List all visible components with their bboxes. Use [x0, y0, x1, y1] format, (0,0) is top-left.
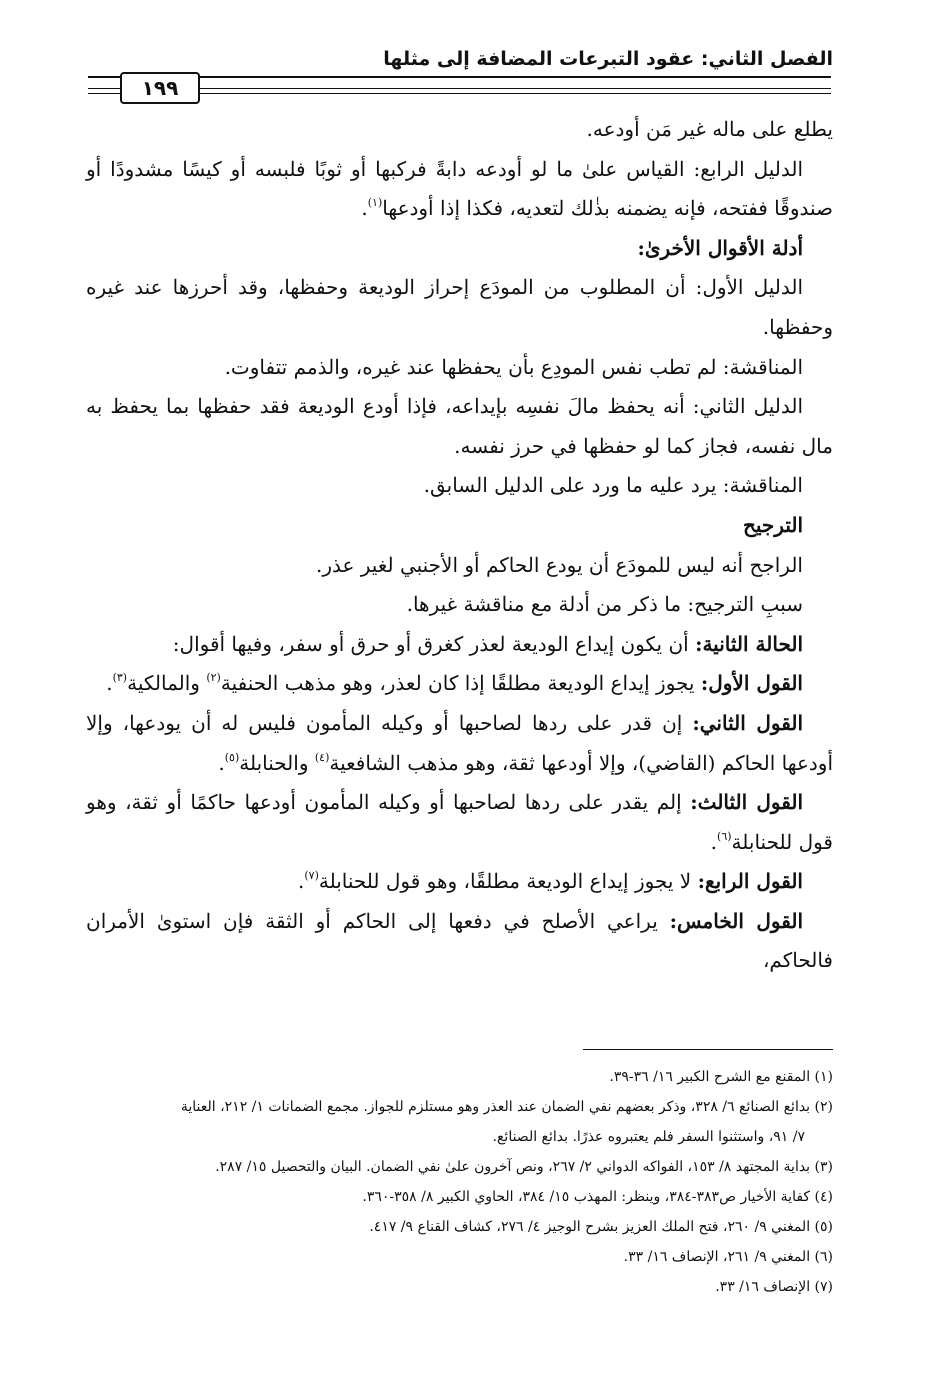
paragraph: المناقشة: لم تطب نفس المودِع بأن يحفظها عند غيره، والذمم تتفاوت.: [224, 354, 803, 379]
paragraph-text: والحنابلة: [239, 750, 309, 775]
paragraph-text: يراعي الأصلح في دفعها إلى الحاكم أو الثقة فإن استوىٰ الأمران فالحاكم،: [86, 908, 833, 973]
footnote: (٧) الإنصاف ١٦/ ٣٣.: [715, 1279, 833, 1295]
paragraph-text: أن يكون إيداع الوديعة لعذر كغرق أو حرق أو سفر، وفيها أقوال:: [172, 631, 689, 656]
opinion-label: القول الثالث:: [690, 790, 803, 815]
footnote-ref: (٤): [314, 750, 330, 764]
footnote-ref: (٦): [717, 829, 732, 843]
footnote: (٦) المغني ٩/ ٢٦١، الإنصاف ١٦/ ٣٣.: [623, 1249, 833, 1265]
footnote: (٢) بدائع الصنائع ٦/ ٣٢٨، وذكر بعضهم نفي الضمان عند العذر وهو مستلزم للجواز. مجمع الضمانات ١/ ٢١٢، العناية: [180, 1099, 833, 1115]
section-heading: الترجيح: [742, 512, 803, 537]
paragraph: المناقشة: يرد عليه ما ورد على الدليل السابق.: [423, 473, 803, 498]
opinion-label: القول الخامس:: [669, 908, 804, 933]
main-text: [86, 110, 833, 981]
paragraph: [86, 625, 833, 665]
section-heading: أدلة الأقوال الأخرىٰ:: [637, 235, 803, 260]
opinion-label: القول الأول:: [700, 671, 803, 696]
paragraph: [86, 902, 833, 981]
paragraph-text: والمالكية: [127, 671, 200, 696]
footnotes: [90, 1062, 833, 1302]
footnote: (٤) كفاية الأخيار ص٣٨٣-٣٨٤، وينظر: المهذب ١٥/ ٣٨٤، الحاوي الكبير ٨/ ٣٥٨-٣٦٠.: [362, 1189, 833, 1205]
paragraph-text: لا يجوز إيداع الوديعة مطلقًا، وهو قول للحنابلة: [318, 869, 692, 894]
paragraph-text: إن قدر على ردها لصاحبها أو وكيله المأمون فليس له أن يودعها، وإلا أودعها الحاكم (القاضي)، وإلا أودعها ثقة، وهو مذهب الشافعية: [86, 710, 833, 775]
paragraph: سببِ الترجيح: ما ذكر من أدلة مع مناقشة غيرها.: [406, 592, 803, 617]
footnote-ref: (٥): [224, 750, 240, 764]
paragraph: الدليل الرابع: القياس علىٰ ما لو أودعه دابةً فركبها أو ثوبًا فلبسه أو كيسًا مشدودًا أو صندوقًا ففتحه، فإنه يضمنه بذٰلك لتعديه، فكذا إذا أودعها$^{(١)}$.: [86, 156, 833, 221]
running-title: الفصل الثاني: عقود التبرعات المضافة إلى مثلها: [383, 48, 833, 70]
footnote-ref: (٧): [304, 869, 319, 883]
paragraph: الدليل الثاني: أنه يحفظ مالَ نفسِه بإيداعه، فإذا أودع الوديعة فقد حفظها بما يحفظ به مال نفسه، فجاز كما لو حفظها في حرز نفسه.: [86, 394, 833, 458]
footnote-ref: (٢): [206, 671, 221, 685]
paragraph-text: الدليل الرابع: القياس علىٰ ما لو أودعه دابةً فركبها أو ثوبًا فلبسه أو كيسًا مشدودًا أو صندوقًا ففتحه، فإنه يضمنه بذٰلك لتعديه، فكذا إذا أودعها: [86, 156, 833, 221]
footnote-ref: (١): [367, 196, 383, 210]
paragraph: القول الثاني: إن قدر على ردها لصاحبها أو وكيله المأمون فليس له أن يودعها، وإلا أودعها الحاكم (القاضي)، وإلا أودعها ثقة، وهو مذهب الشافعية$^{(٤)}$ والحنابلة$^{(٥)}$.: [86, 710, 833, 775]
opinion-label: القول الثاني:: [692, 710, 804, 735]
page-number: ١٩٩: [120, 72, 200, 104]
paragraph: القول الرابع: لا يجوز إيداع الوديعة مطلقًا، وهو قول للحنابلة$^{(٧)}$.: [297, 869, 803, 894]
footnote-ref: (٣): [112, 671, 128, 685]
paragraph: القول الثالث: إلم يقدر على ردها لصاحبها أو وكيله المأمون أودعها حاكمًا أو ثقة، وهو قول للحنابلة$^{(٦)}$.: [86, 790, 833, 854]
paragraph: القول الأول: يجوز إيداع الوديعة مطلقًا إذا كان لعذر، وهو مذهب الحنفية$^{(٢)}$ والمالكية$^{(٣)}$.: [106, 671, 803, 696]
opinion-label: القول الرابع:: [697, 869, 803, 894]
paragraph-text: إلم يقدر على ردها لصاحبها أو وكيله المأمون أودعها حاكمًا أو ثقة، وهو قول للحنابلة: [86, 790, 833, 854]
footnote-separator: [583, 1049, 833, 1050]
paragraph: الراجح أنه ليس للمودَع أن يودع الحاكم أو الأجنبي لغير عذر.: [315, 552, 803, 577]
footnote: (٣) بداية المجتهد ٨/ ١٥٣، الفواكه الدواني ٢/ ٢٦٧، ونص آخرون علىٰ نفي الضمان. البيان والتحصيل ١٥/ ٢٨٧.: [215, 1159, 833, 1175]
footnote-continuation: ٧/ ٩١، واستثنوا السفر فلم يعتبروه عذرًا. بدائع الصنائع.: [492, 1129, 805, 1145]
case-label: الحالة الثانية:: [695, 631, 803, 656]
paragraph-text: يجوز إيداع الوديعة مطلقًا إذا كان لعذر، وهو مذهب الحنفية: [220, 671, 695, 696]
footnote: (٥) المغني ٩/ ٢٦٠، فتح الملك العزيز بشرح الوجيز ٤/ ٢٧٦، كشاف القناع ٩/ ٤١٧.: [369, 1219, 833, 1235]
paragraph: الدليل الأول: أن المطلوب من المودَع إحراز الوديعة وحفظها، وقد أحرزها عند غيره وحفظها.: [86, 275, 833, 339]
footnote: (١) المقنع مع الشرح الكبير ١٦/ ٣٦-٣٩.: [609, 1069, 833, 1085]
paragraph: يطلع على ماله غير مَن أودعه.: [586, 117, 833, 141]
